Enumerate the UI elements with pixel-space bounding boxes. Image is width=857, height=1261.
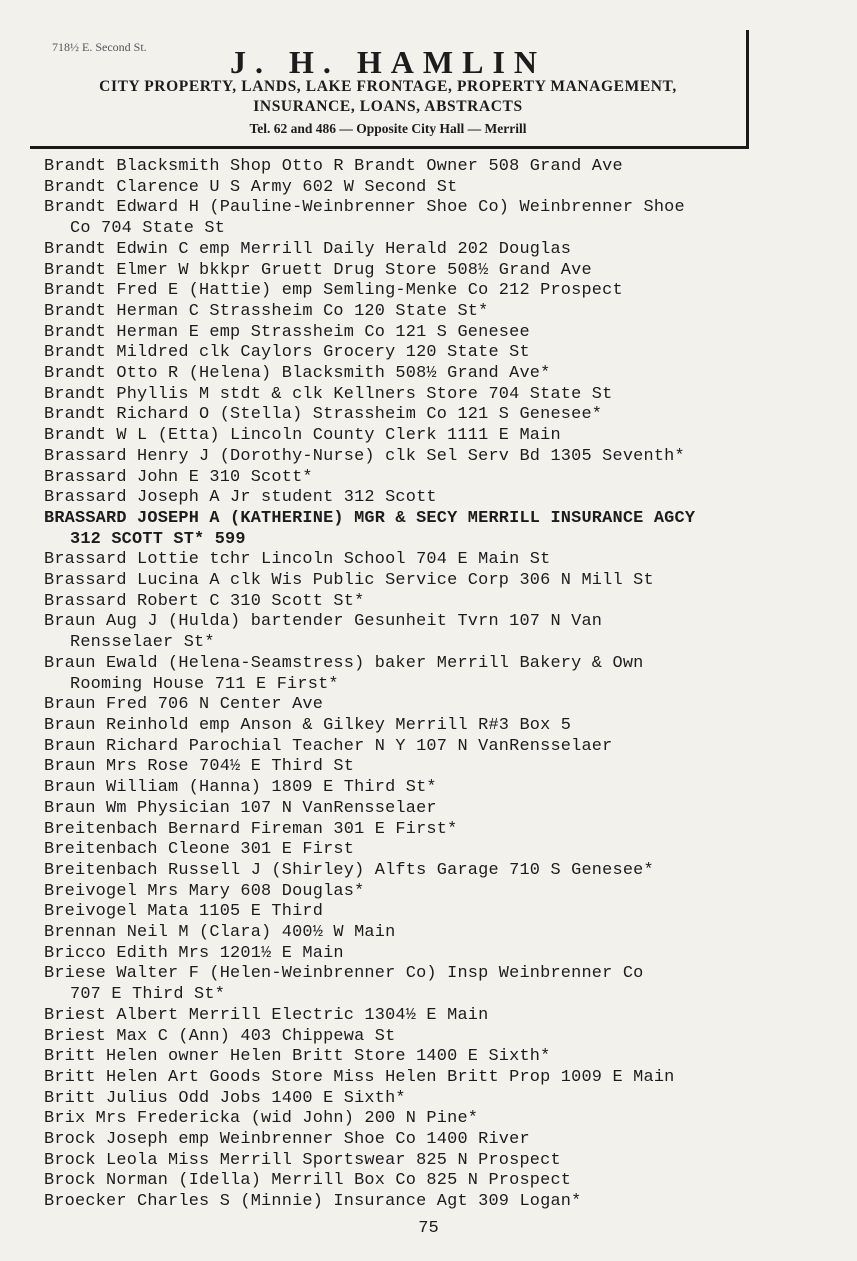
entry-text: Brandt Elmer W bkkpr Gruett Drug Store 508½ Grand Ave xyxy=(44,260,592,280)
entry-text: Broecker Charles S (Minnie) Insurance Agt 309 Logan* xyxy=(44,1192,582,1212)
entry-text: Brandt Fred E (Hattie) emp Semling-Menke Co 212 Prospect xyxy=(44,281,623,301)
entry-text: Briese Walter F (Helen-Weinbrenner Co) Insp Weinbrenner Co xyxy=(44,964,644,984)
directory-entry xyxy=(44,737,844,758)
directory-entry xyxy=(44,1192,844,1213)
entry-text: Breitenbach Cleone 301 E First xyxy=(44,840,355,860)
entry-continuation: Rensselaer St* xyxy=(70,633,215,653)
entry-text: Brassard Lucina A clk Wis Public Service Corp 306 N Mill St xyxy=(44,571,654,591)
ad-address: 718½ E. Second St. xyxy=(52,40,147,54)
entry-text: Braun Reinhold emp Anson & Gilkey Merrill R#3 Box 5 xyxy=(44,715,572,735)
entry-text: Brassard John E 310 Scott* xyxy=(44,467,313,487)
entry-text: Brandt Otto R (Helena) Blacksmith 508½ Grand Ave* xyxy=(44,364,551,384)
directory-entry xyxy=(44,1047,844,1068)
entry-text: Briest Max C (Ann) 403 Chippewa St xyxy=(44,1026,396,1046)
directory-entry xyxy=(44,716,844,737)
entry-text: Brassard Robert C 310 Scott St* xyxy=(44,591,365,611)
entry-text: Braun Richard Parochial Teacher N Y 107 N VanRensselaer xyxy=(44,736,613,756)
directory-entry xyxy=(44,923,844,944)
directory-entry xyxy=(44,964,844,1005)
directory-entry xyxy=(44,1130,844,1151)
entry-text: Brandt Richard O (Stella) Strassheim Co 121 S Genesee* xyxy=(44,405,603,425)
entry-text: Bricco Edith Mrs 1201½ E Main xyxy=(44,943,344,963)
directory-entry xyxy=(44,385,844,406)
entry-continuation: 312 SCOTT ST* 599 xyxy=(70,529,246,549)
directory-entry xyxy=(44,944,844,965)
directory-entry xyxy=(44,1089,844,1110)
entry-text: Braun Wm Physician 107 N VanRensselaer xyxy=(44,798,437,818)
directory-entry xyxy=(44,840,844,861)
directory-entry xyxy=(44,550,844,571)
entry-text: Briest Albert Merrill Electric 1304½ E Main xyxy=(44,1005,489,1025)
directory-entry xyxy=(44,612,844,653)
entry-continuation: 707 E Third St* xyxy=(70,985,226,1005)
directory-entry xyxy=(44,1006,844,1027)
directory-entry xyxy=(44,1109,844,1130)
entry-text: Braun Fred 706 N Center Ave xyxy=(44,695,324,715)
directory-entry xyxy=(44,468,844,489)
directory-entry xyxy=(44,695,844,716)
directory-entry xyxy=(44,405,844,426)
entry-text: Breivogel Mata 1105 E Third xyxy=(44,902,324,922)
page-number: 75 xyxy=(418,1219,439,1238)
entry-text: Britt Helen Art Goods Store Miss Helen Britt Prop 1009 E Main xyxy=(44,1067,675,1087)
entry-continuation: Rooming House 711 E First* xyxy=(70,674,339,694)
entry-text: Brandt Clarence U S Army 602 W Second St xyxy=(44,177,458,197)
directory-entry xyxy=(44,778,844,799)
directory-entry xyxy=(44,198,844,239)
directory-entry xyxy=(44,364,844,385)
entry-text: Brandt Edwin C emp Merrill Daily Herald 202 Douglas xyxy=(44,239,572,259)
directory-entry xyxy=(44,1068,844,1089)
directory-entry xyxy=(44,1151,844,1172)
entry-text: Brandt W L (Etta) Lincoln County Clerk 1111 E Main xyxy=(44,426,561,446)
directory-entry xyxy=(44,240,844,261)
entry-text: Braun William (Hanna) 1809 E Third St* xyxy=(44,778,437,798)
directory-entry xyxy=(44,592,844,613)
directory-entry xyxy=(44,323,844,344)
directory-entry xyxy=(44,654,844,695)
entry-text: Brock Leola Miss Merrill Sportswear 825 N Prospect xyxy=(44,1150,561,1170)
ad-services-line: CITY PROPERTY, LANDS, LAKE FRONTAGE, PROPERTY MANAGEMENT, xyxy=(99,78,677,95)
entry-text: Brock Joseph emp Weinbrenner Shoe Co 1400 River xyxy=(44,1130,530,1150)
directory-entry xyxy=(44,261,844,282)
directory-entry xyxy=(44,1171,844,1192)
entry-text: Brassard Joseph A Jr student 312 Scott xyxy=(44,488,437,508)
entry-text: Brassard Lottie tchr Lincoln School 704 E Main St xyxy=(44,550,551,570)
entry-text: Breitenbach Russell J (Shirley) Alfts Garage 710 S Genesee* xyxy=(44,860,654,880)
directory-entry xyxy=(44,509,844,550)
advertisement-box xyxy=(30,30,749,149)
entry-text: Brassard Henry J (Dorothy-Nurse) clk Sel Serv Bd 1305 Seventh* xyxy=(44,446,685,466)
entry-continuation: Co 704 State St xyxy=(70,219,226,239)
directory-entry xyxy=(44,861,844,882)
directory-entry xyxy=(44,902,844,923)
directory-entry xyxy=(44,302,844,323)
directory-entry xyxy=(44,157,844,178)
entry-text: Brandt Edward H (Pauline-Weinbrenner Shoe Co) Weinbrenner Shoe xyxy=(44,198,685,218)
entry-text: BRASSARD JOSEPH A (KATHERINE) MGR & SECY MERRILL INSURANCE AGCY xyxy=(44,508,696,528)
entry-text: Braun Mrs Rose 704½ E Third St xyxy=(44,757,355,777)
directory-entry xyxy=(44,281,844,302)
entry-text: Breitenbach Bernard Fireman 301 E First* xyxy=(44,819,458,839)
directory-entry xyxy=(44,1027,844,1048)
entry-text: Braun Aug J (Hulda) bartender Gesunheit Tvrn 107 N Van xyxy=(44,612,603,632)
ad-services-line-2: INSURANCE, LOANS, ABSTRACTS xyxy=(253,98,523,115)
directory-entry xyxy=(44,426,844,447)
directory-entry xyxy=(44,882,844,903)
directory-entry xyxy=(44,447,844,468)
entry-text: Braun Ewald (Helena-Seamstress) baker Merrill Bakery & Own xyxy=(44,653,644,673)
ad-business-name: J. H. HAMLIN xyxy=(230,44,546,80)
entry-text: Breivogel Mrs Mary 608 Douglas* xyxy=(44,881,365,901)
entry-text: Brandt Herman E emp Strassheim Co 121 S Genesee xyxy=(44,322,530,342)
entry-text: Brandt Herman C Strassheim Co 120 State St* xyxy=(44,301,489,321)
directory-entry xyxy=(44,343,844,364)
ad-contact-line: Tel. 62 and 486 — Opposite City Hall — Merrill xyxy=(249,121,527,136)
directory-listing xyxy=(44,157,844,1213)
entry-text: Brennan Neil M (Clara) 400½ W Main xyxy=(44,923,396,943)
entry-text: Brix Mrs Fredericka (wid John) 200 N Pine* xyxy=(44,1109,479,1129)
entry-text: Brandt Mildred clk Caylors Grocery 120 State St xyxy=(44,343,530,363)
entry-text: Brandt Phyllis M stdt & clk Kellners Store 704 State St xyxy=(44,384,613,404)
entry-text: Britt Helen owner Helen Britt Store 1400 E Sixth* xyxy=(44,1047,551,1067)
directory-entry xyxy=(44,571,844,592)
directory-entry xyxy=(44,488,844,509)
entry-text: Britt Julius Odd Jobs 1400 E Sixth* xyxy=(44,1088,406,1108)
directory-entry xyxy=(44,799,844,820)
entry-text: Brock Norman (Idella) Merrill Box Co 825 N Prospect xyxy=(44,1171,572,1191)
entry-text: Brandt Blacksmith Shop Otto R Brandt Owner 508 Grand Ave xyxy=(44,157,623,176)
directory-entry xyxy=(44,820,844,841)
directory-entry xyxy=(44,757,844,778)
directory-entry xyxy=(44,178,844,199)
